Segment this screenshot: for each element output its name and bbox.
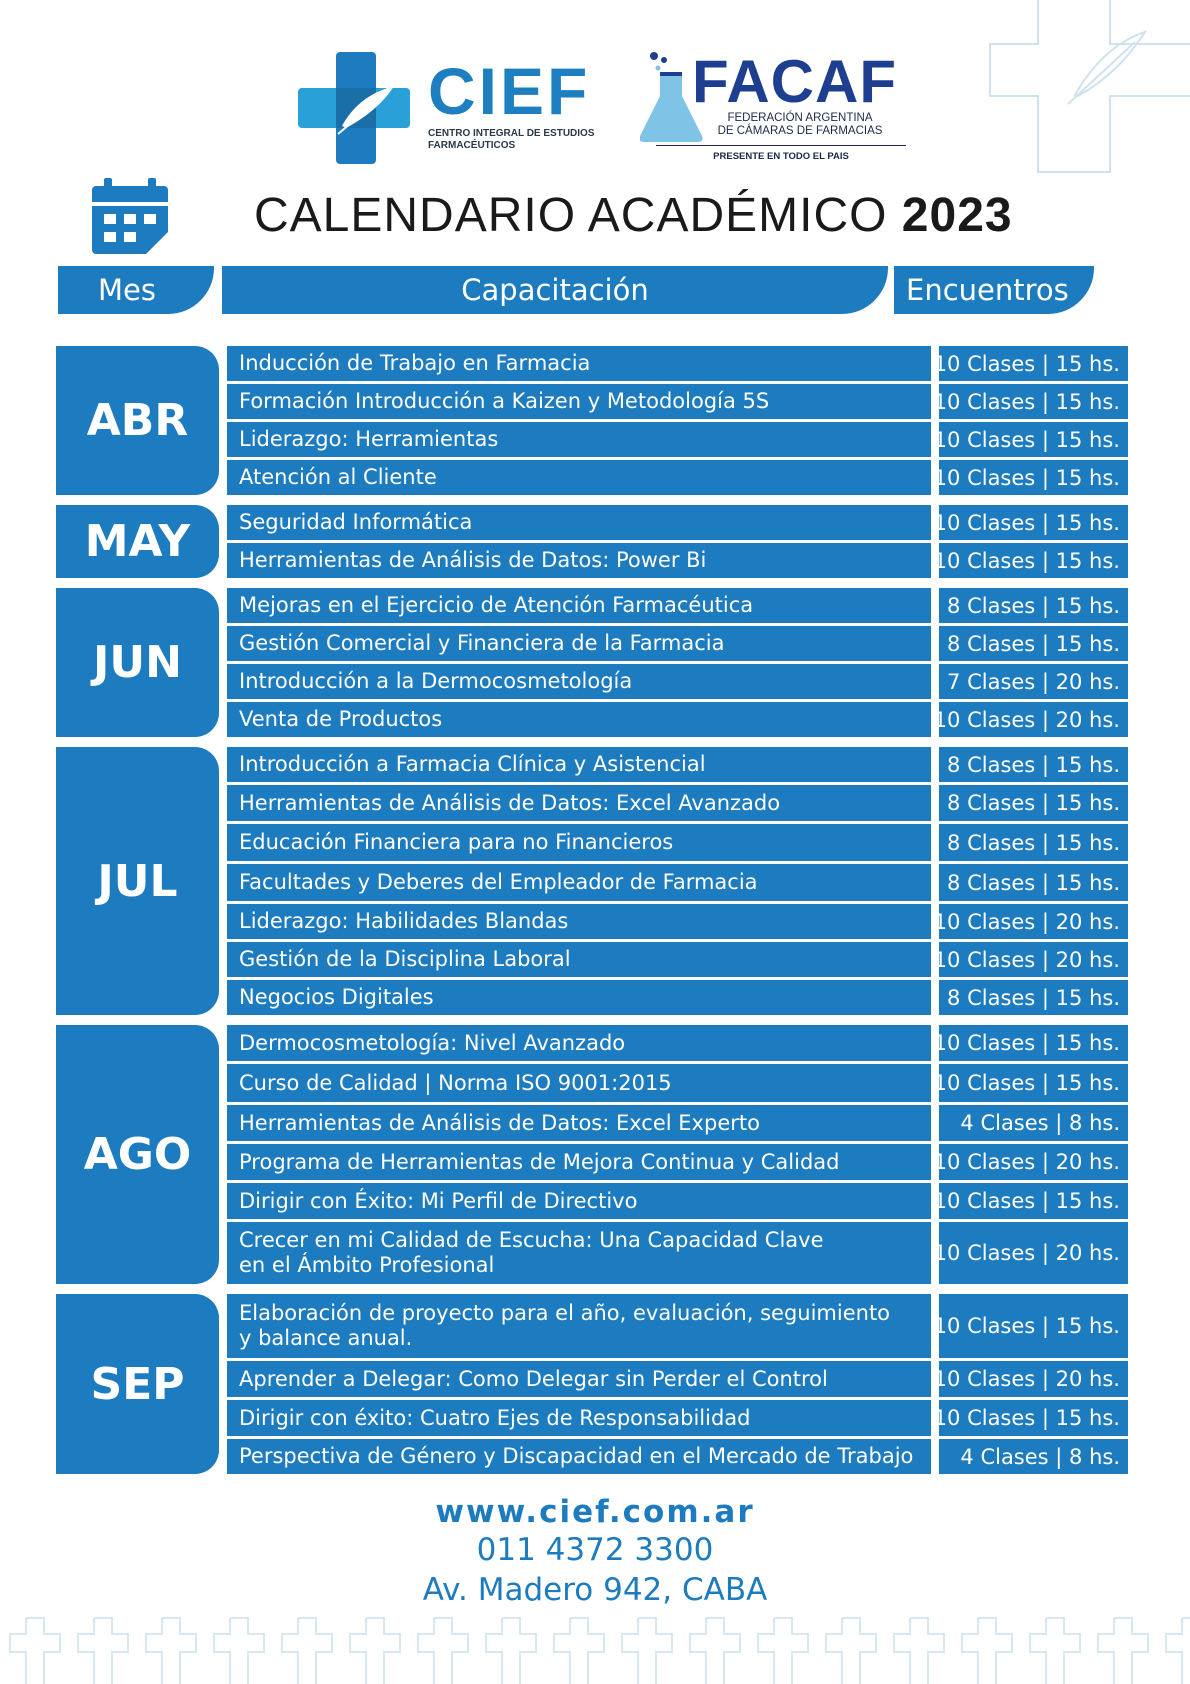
facaf-logo-subtitle: FEDERACIÓN ARGENTINA DE CÁMARAS DE FARMACIAS [717,112,883,137]
course-name: Crecer en mi Calidad de Escucha: Una Capacidad Clave en el Ámbito Profesional [227,1222,931,1284]
cief-cross-icon [298,52,418,164]
course-name: Inducción de Trabajo en Farmacia [227,346,931,381]
address: Av. Madero 942, CABA [422,1572,768,1608]
course-sessions: 10 Clases | 15 hs. [939,543,1128,578]
page-title-year: 2023 [901,189,1013,242]
course-sessions: 10 Clases | 15 hs. [939,346,1128,381]
course-name: Formación Introducción a Kaizen y Metodología 5S [227,384,931,419]
cross-outline-icon [1166,1618,1190,1684]
course-name: Facultades y Deberes del Empleador de Farmacia [227,864,931,901]
course-sessions: 8 Clases | 15 hs. [939,785,1128,821]
course-name: Liderazgo: Habilidades Blandas [227,904,931,939]
course-sessions: 10 Clases | 15 hs. [939,384,1128,419]
header-sessions: Encuentros [894,266,1094,314]
cief-logo-subtitle: CENTRO INTEGRAL DE ESTUDIOS FARMACÉUTICOS [428,128,595,151]
page-title-text: CALENDARIO ACADÉMICO [254,189,888,242]
course-name: Curso de Calidad | Norma ISO 9001:2015 [227,1064,931,1102]
cross-outline-icon [826,1618,876,1684]
cross-outline-icon [282,1618,332,1684]
course-name: Atención al Cliente [227,460,931,495]
course-name: Introducción a la Dermocosmetología [227,664,931,699]
cross-outline-icon [1030,1618,1080,1684]
course-name: Herramientas de Análisis de Datos: Power Bi [227,543,931,578]
course-name: Dirigir con Éxito: Mi Perfil de Directivo [227,1183,931,1219]
course-name: Venta de Productos [227,702,931,737]
cross-outline-icon [486,1618,536,1684]
course-sessions: 8 Clases | 15 hs. [939,824,1128,861]
course-sessions: 7 Clases | 20 hs. [939,664,1128,699]
corner-cross-decoration [960,0,1190,180]
course-sessions: 8 Clases | 15 hs. [939,864,1128,901]
course-name: Dirigir con éxito: Cuatro Ejes de Responsabilidad [227,1400,931,1436]
cross-outline-icon [894,1618,944,1684]
course-sessions: 8 Clases | 15 hs. [939,588,1128,623]
cross-outline-icon [622,1618,672,1684]
cross-outline-icon [1098,1618,1148,1684]
course-sessions: 10 Clases | 15 hs. [939,460,1128,495]
course-name: Introducción a Farmacia Clínica y Asistencial [227,747,931,782]
course-name: Elaboración de proyecto para el año, evaluación, seguimiento y balance anual. [227,1294,931,1358]
course-name: Liderazgo: Herramientas [227,422,931,457]
course-sessions: 10 Clases | 20 hs. [939,904,1128,939]
month-label-ago: AGO [56,1025,219,1284]
month-label-jul: JUL [56,747,219,1015]
course-name: Herramientas de Análisis de Datos: Excel Avanzado [227,785,931,821]
cross-outline-icon [146,1618,196,1684]
course-sessions: 10 Clases | 15 hs. [939,422,1128,457]
course-sessions: 10 Clases | 15 hs. [939,1294,1128,1358]
phone-number: 011 4372 3300 [476,1532,714,1568]
facaf-divider [656,145,906,146]
course-sessions: 4 Clases | 8 hs. [939,1439,1128,1474]
course-name: Herramientas de Análisis de Datos: Excel Experto [227,1105,931,1141]
course-name: Dermocosmetología: Nivel Avanzado [227,1025,931,1061]
cross-outline-icon [418,1618,468,1684]
course-sessions: 8 Clases | 15 hs. [939,980,1128,1015]
course-sessions: 10 Clases | 15 hs. [939,1183,1128,1219]
course-sessions: 10 Clases | 15 hs. [939,505,1128,540]
course-name: Aprender a Delegar: Como Delegar sin Perder el Control [227,1361,931,1397]
cief-logo [298,52,598,164]
website-link[interactable]: www.cief.com.ar [435,1494,755,1530]
cross-outline-icon [758,1618,808,1684]
month-label-may: MAY [56,505,219,578]
course-sessions: 10 Clases | 20 hs. [939,1361,1128,1397]
cief-logo-word: CIEF [428,54,591,128]
cross-outline-icon [78,1618,128,1684]
course-sessions: 10 Clases | 15 hs. [939,1400,1128,1436]
course-sessions: 10 Clases | 20 hs. [939,942,1128,977]
header-course: Capacitación [222,266,888,314]
course-sessions: 10 Clases | 20 hs. [939,1222,1128,1284]
facaf-logo [640,50,900,168]
course-name: Negocios Digitales [227,980,931,1015]
course-name: Gestión de la Disciplina Laboral [227,942,931,977]
page-title [254,188,1013,244]
month-label-abr: ABR [56,346,219,495]
course-sessions: 10 Clases | 20 hs. [939,702,1128,737]
course-sessions: 10 Clases | 15 hs. [939,1064,1128,1102]
cross-outline-icon [690,1618,740,1684]
month-label-sep: SEP [56,1294,219,1474]
course-sessions: 10 Clases | 15 hs. [939,1025,1128,1061]
facaf-logo-word: FACAF [692,48,897,115]
cross-outline-icon [962,1618,1012,1684]
course-name: Seguridad Informática [227,505,931,540]
course-name: Programa de Herramientas de Mejora Continua y Calidad [227,1144,931,1180]
course-sessions: 10 Clases | 20 hs. [939,1144,1128,1180]
cross-outline-icon [10,1618,60,1684]
course-sessions: 8 Clases | 15 hs. [939,747,1128,782]
cross-outline-icon [214,1618,264,1684]
course-name: Mejoras en el Ejercicio de Atención Farmacéutica [227,588,931,623]
course-sessions: 4 Clases | 8 hs. [939,1105,1128,1141]
course-name: Gestión Comercial y Financiera de la Farmacia [227,626,931,661]
bottom-cross-pattern [0,1614,1190,1684]
month-label-jun: JUN [56,588,219,737]
cross-outline-icon [554,1618,604,1684]
facaf-tagline: PRESENTE EN TODO EL PAIS [713,151,849,162]
course-name: Perspectiva de Género y Discapacidad en el Mercado de Trabajo [227,1439,931,1474]
calendar-icon [92,178,172,254]
cross-outline-icon [350,1618,400,1684]
course-name: Educación Financiera para no Financieros [227,824,931,861]
header-month: Mes [58,266,214,314]
course-sessions: 8 Clases | 15 hs. [939,626,1128,661]
